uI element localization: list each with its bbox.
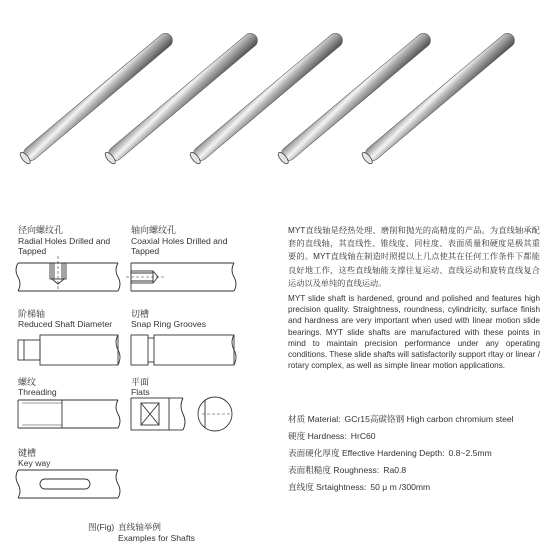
spec-hardening-depth-label: 表面硬化厚度 Effective Hardening Depth: <box>288 448 445 458</box>
spec-roughness-value: Ra0.8 <box>383 465 407 475</box>
description-en: MYT slide shaft is hardened, ground and polished and features high precision quality. Straightness, roundness, cylindricity, surface finish and hardness are very important when used with linear motion slide bearings. MYT slide shafts are manufactured with these points in mind to maintain precision performance under any operating conditions. These slide shafts will satisfactorily support rltay or linear / rotary complex, as well as simple linear motion applications. <box>288 294 540 371</box>
spec-hardness-label: 硬度 Hardness: <box>288 431 347 441</box>
spec-material-label: 材质 Material: <box>288 414 341 424</box>
coaxial-holes-cn-label: 轴向螺纹孔 <box>131 225 177 235</box>
reduced-diameter-drawing <box>18 335 120 365</box>
coaxial-holes-en-label-2: Tapped <box>131 246 160 256</box>
spec-material <box>288 414 518 424</box>
threading-cn-label: 螺纹 <box>18 377 37 387</box>
radial-holes-drawing <box>16 256 120 291</box>
spec-straightness <box>288 482 434 492</box>
snap-ring-cn-label: 切槽 <box>131 309 150 319</box>
spec-material-value: GCr15高碳铬钢 High carbon chromium steel <box>344 414 514 424</box>
figure-caption-fig: 图(Fig) <box>88 522 115 532</box>
spec-hardness <box>288 431 380 441</box>
key-way-cn-label: 键槽 <box>18 448 37 458</box>
flats-en-label: Flats <box>131 387 150 397</box>
snap-ring-drawing <box>131 335 236 365</box>
radial-holes-cn-label: 径向螺纹孔 <box>18 225 64 235</box>
threading-en-label: Threading <box>18 387 57 397</box>
spec-hardness-value: HrC60 <box>350 431 376 441</box>
flats-cn-label: 平面 <box>131 377 150 387</box>
key-way-en-label: Key way <box>18 458 51 468</box>
description-cn: MYT直线轴是经热处理、磨削和抛光的高精度的产品。为直线轴承配套的直线轴，其直线性、锥线度、同柱度、表面质量和硬度是极其重要的。MYT直线轴在制造时照提以上几点使其在任何工作条件下都能良好地工作，这些直线轴能支撑往复运动、直线运动和旋转直线复合运动以及单纯的直线运动。 <box>288 226 540 288</box>
spec-hardening-depth <box>288 448 496 458</box>
reduced-diameter-en-label: Reduced Shaft Diameter <box>18 319 113 329</box>
threading-drawing <box>18 400 120 428</box>
reduced-diameter-cn-label: 阶梯轴 <box>18 309 46 319</box>
radial-holes-en-label-2: Tapped <box>18 246 47 256</box>
spec-straightness-value: 50 μ m /300mm <box>370 482 431 492</box>
description-block <box>288 224 540 371</box>
flats-drawing <box>131 397 232 431</box>
spec-roughness-label: 表面粗糙度 Roughness: <box>288 465 380 475</box>
coaxial-holes-en-label: Coaxial Holes Drilled and <box>131 236 228 246</box>
radial-holes-en-label: Radial Holes Drilled and <box>18 236 111 246</box>
spec-straightness-label: 直线度 Srtaightness: <box>288 482 367 492</box>
key-way-drawing <box>16 470 120 498</box>
spec-hardening-depth-value: 0.8~2.5mm <box>448 448 492 458</box>
figure-caption-cn: 直线轴举例 <box>118 522 161 532</box>
snap-ring-en-label: Snap Ring Grooves <box>131 319 206 329</box>
spec-roughness <box>288 465 410 475</box>
coaxial-holes-drawing <box>126 263 236 291</box>
figure-caption-en: Examples for Shafts <box>118 533 195 543</box>
